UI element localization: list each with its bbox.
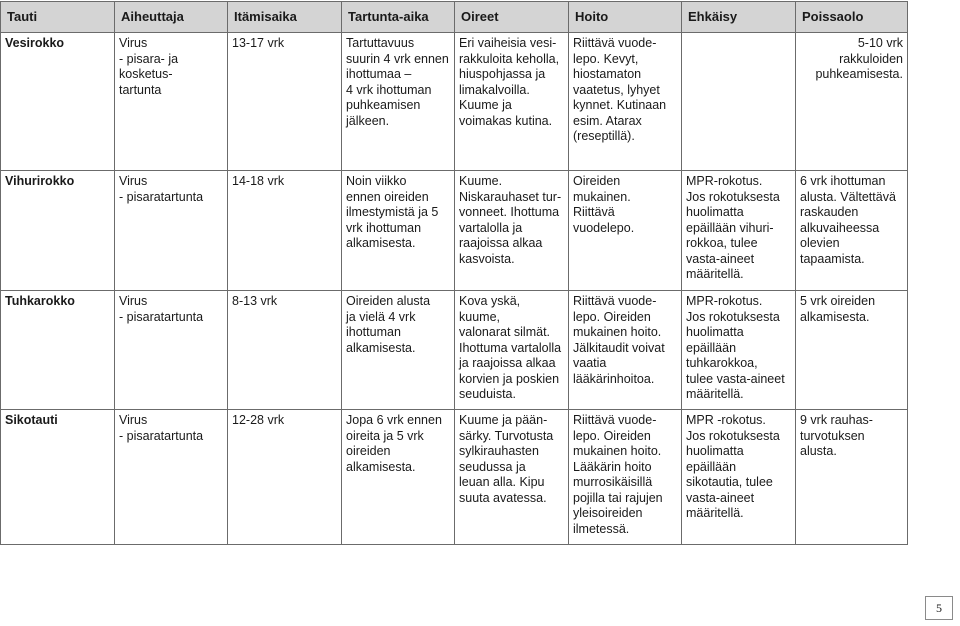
cell-aiheuttaja	[115, 171, 228, 291]
cell-text: Virus - pisaratartunta	[119, 294, 204, 324]
cell-tauti	[1, 410, 115, 545]
col-header-aiheuttaja: Aiheuttaja	[115, 2, 228, 33]
cell-hoito	[569, 33, 682, 171]
col-header-ehkaisy: Ehkäisy	[682, 2, 796, 33]
cell-hoito	[569, 410, 682, 545]
cell-text: 5-10 vrk rakkuloiden puhkeamisesta.	[815, 36, 903, 81]
cell-tauti	[1, 33, 115, 171]
cell-itamisaika	[228, 291, 342, 410]
cell-text: Jopa 6 vrk ennen oireita ja 5 vrk oireiden alkamisesta.	[346, 413, 442, 474]
cell-itamisaika	[228, 171, 342, 291]
col-header-hoito: Hoito	[569, 2, 682, 33]
cell-text: Sikotauti	[5, 413, 58, 427]
cell-oireet	[455, 171, 569, 291]
col-header-itamisaika: Itämisaika	[228, 2, 342, 33]
col-header-oireet: Oireet	[455, 2, 569, 33]
cell-text: 12-28 vrk	[232, 413, 285, 427]
table-row	[1, 291, 908, 410]
cell-text: Virus - pisara- ja kosketus- tartunta	[119, 36, 179, 97]
cell-text: Riittävä vuode- lepo. Kevyt, hiostamaton vaatetus, lyhyet kynnet. Kutinaan esim. Atarax (reseptillä).	[573, 36, 667, 143]
cell-text: 6 vrk ihottuman alusta. Vältettävä raskauden alkuvaiheessa olevien tapaamista.	[800, 174, 896, 266]
cell-text: 8-13 vrk	[232, 294, 278, 308]
cell-hoito	[569, 171, 682, 291]
cell-text: Vihurirokko	[5, 174, 75, 188]
cell-text: 14-18 vrk	[232, 174, 285, 188]
cell-text: MPR-rokotus. Jos rokotuksesta huolimatta epäillään vihuri- rokkoa, tulee vasta-aineet määritellä.	[686, 174, 780, 281]
cell-text: Tartuttavuus suurin 4 vrk ennen ihottumaa – 4 vrk ihottuman puhkeamisen jälkeen.	[346, 36, 449, 128]
cell-ehkaisy	[682, 291, 796, 410]
page-number: 5	[925, 596, 953, 620]
cell-hoito	[569, 291, 682, 410]
table-row	[1, 410, 908, 545]
cell-tartunta-aika	[342, 171, 455, 291]
disease-table	[0, 1, 908, 545]
col-header-tauti: Tauti	[1, 2, 115, 33]
cell-ehkaisy	[682, 171, 796, 291]
cell-text: 5 vrk oireiden alkamisesta.	[800, 294, 876, 324]
cell-tartunta-aika	[342, 291, 455, 410]
cell-text: Tuhkarokko	[5, 294, 75, 308]
cell-text: MPR-rokotus. Jos rokotuksesta huolimatta epäillään tuhkarokkoa, tulee vasta-aineet määritellä.	[686, 294, 785, 401]
cell-text: Virus - pisaratartunta	[119, 413, 204, 443]
cell-text: Oireiden mukainen. Riittävä vuodelepo.	[573, 174, 635, 235]
cell-tartunta-aika	[342, 410, 455, 545]
cell-aiheuttaja	[115, 291, 228, 410]
cell-tartunta-aika	[342, 33, 455, 171]
cell-text: Oireiden alusta ja vielä 4 vrk ihottuman alkamisesta.	[346, 294, 431, 355]
cell-poissaolo	[796, 410, 908, 545]
col-header-poissaolo: Poissaolo	[796, 2, 908, 33]
cell-text: 9 vrk rauhas- turvotuksen alusta.	[800, 413, 873, 458]
cell-poissaolo	[796, 291, 908, 410]
cell-text: MPR -rokotus. Jos rokotuksesta huolimatta epäillään sikotautia, tulee vasta-aineet määritellä.	[686, 413, 780, 520]
col-header-tartunta-aika: Tartunta-aika	[342, 2, 455, 33]
cell-text: 13-17 vrk	[232, 36, 285, 50]
cell-text: Eri vaiheisia vesi- rakkuloita keholla, hiuspohjassa ja limakalvoilla. Kuume ja voimakas kutina.	[459, 36, 560, 128]
table-row	[1, 171, 908, 291]
cell-poissaolo	[796, 171, 908, 291]
table-row	[1, 33, 908, 171]
cell-text: Vesirokko	[5, 36, 65, 50]
cell-text: Riittävä vuode- lepo. Oireiden mukainen hoito. Jälkitaudit voivat vaatia lääkärinhoitoa.	[573, 294, 665, 386]
cell-tauti	[1, 171, 115, 291]
cell-text: Kuume. Niskarauhaset tur- vonneet. Ihottuma vartalolla ja raajoissa alkaa kasvoista.	[459, 174, 562, 266]
cell-ehkaisy	[682, 410, 796, 545]
cell-text: Kova yskä, kuume, valonarat silmät. Ihottuma vartalolla ja raajoissa alkaa korvien ja poskien seuduista.	[459, 294, 562, 401]
cell-text: Virus - pisaratartunta	[119, 174, 204, 204]
cell-oireet	[455, 291, 569, 410]
cell-text: Noin viikko ennen oireiden ilmestymistä ja 5 vrk ihottuman alkamisesta.	[346, 174, 439, 250]
cell-itamisaika	[228, 33, 342, 171]
cell-tauti	[1, 291, 115, 410]
cell-oireet	[455, 33, 569, 171]
cell-text: Riittävä vuode- lepo. Oireiden mukainen hoito. Lääkärin hoito murrosikäisillä pojilla tai rajujen yleisoireiden ilmetessä.	[573, 413, 663, 536]
cell-poissaolo	[796, 33, 908, 171]
cell-aiheuttaja	[115, 410, 228, 545]
cell-aiheuttaja	[115, 33, 228, 171]
cell-oireet	[455, 410, 569, 545]
header-row	[1, 2, 908, 33]
cell-itamisaika	[228, 410, 342, 545]
cell-text: Kuume ja pään- särky. Turvotusta sylkirauhasten seudussa ja leuan alla. Kipu suuta avatessa.	[459, 413, 554, 505]
cell-ehkaisy	[682, 33, 796, 171]
